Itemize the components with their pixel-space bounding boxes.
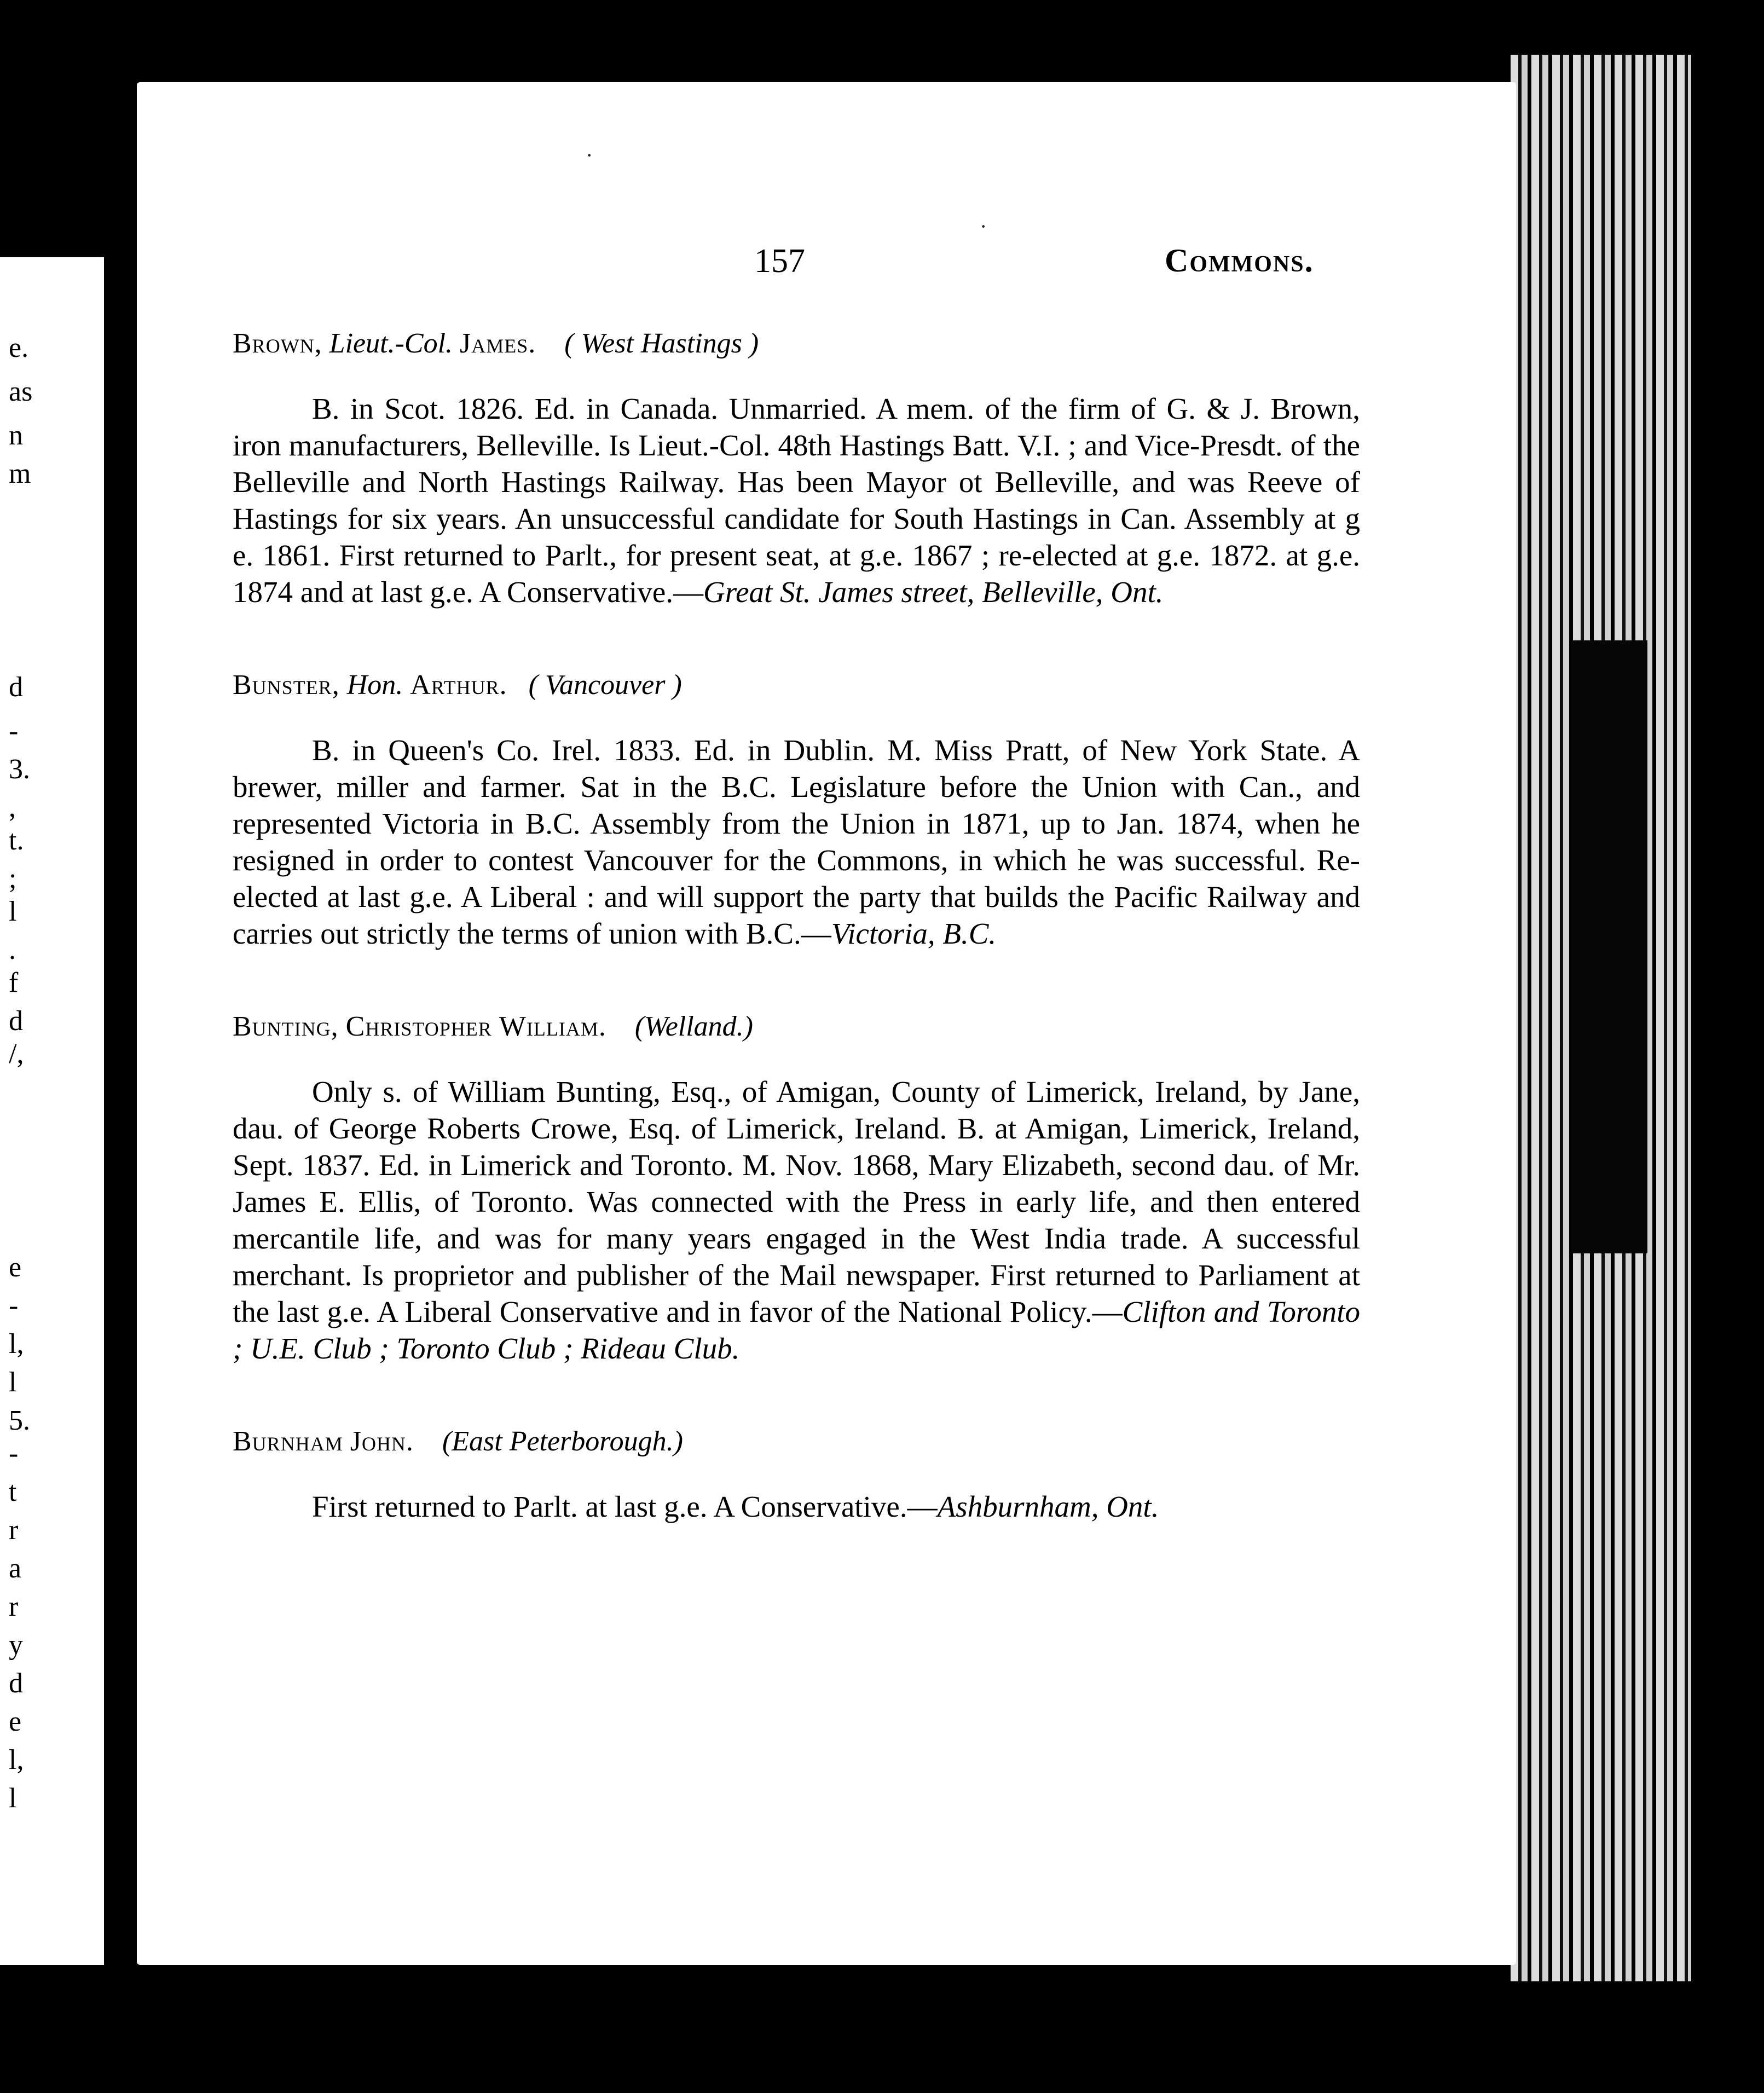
print-speck: · bbox=[586, 143, 593, 167]
gutter-fragment: /, bbox=[9, 1038, 24, 1069]
entry-address: Victoria, B.C. bbox=[831, 917, 997, 950]
gutter-fragment: d bbox=[9, 1005, 23, 1037]
gutter-fragment: l, bbox=[9, 1744, 24, 1776]
entry-body bbox=[233, 1073, 1360, 1367]
entry-biography: B. in Scot. 1826. Ed. in Canada. Unmarried. A mem. of the firm of G. & J. Brown, iron manufacturers, Belleville. Is Lieut.-Col. 48th Hastings Batt. V.I. ; and Vice-Presdt. of the Belleville and North Hastings Railway. Has been Mayor ot Belleville, and was Reeve of Hastings for six years. An unsuccessful candidate for South Hastings in Can. Assembly at g e. 1861. First returned to Parlt., for present seat, at g.e. 1867 ; re-elected at g.e. 1872. at g.e. 1874 and at last g.e. A Conservative.— bbox=[233, 392, 1360, 609]
gutter-fragment: f bbox=[9, 967, 19, 998]
gutter-fragment: - bbox=[9, 1438, 19, 1469]
gutter-fragment: 5. bbox=[9, 1405, 30, 1436]
entry-heading bbox=[233, 1009, 1360, 1045]
entry-title: Hon. bbox=[346, 669, 403, 701]
gutter-fragment: , bbox=[9, 792, 16, 823]
directory-entries bbox=[233, 326, 1360, 1582]
entry-address: Great St. James street, Belleville, Ont. bbox=[703, 575, 1164, 609]
gutter-fragment: n bbox=[9, 420, 23, 451]
entry-biography: First returned to Parlt. at last g.e. A Conservative.— bbox=[312, 1490, 938, 1523]
gutter-fragment: t. bbox=[9, 825, 24, 856]
entry-given-name: James. bbox=[460, 328, 536, 359]
gutter-fragment: t bbox=[9, 1476, 17, 1507]
gutter-fragment: e. bbox=[9, 332, 29, 363]
gutter-fragment: d bbox=[9, 1668, 23, 1699]
entry-given-name: John. bbox=[350, 1426, 414, 1457]
entry-address: Ashburnham, Ont. bbox=[937, 1490, 1159, 1523]
entry-riding: (Welland.) bbox=[634, 1011, 753, 1042]
entry-body bbox=[233, 1488, 1360, 1525]
entry-address: Clifton and Toronto ; U.E. Club ; Toronto Club ; Rideau Club. bbox=[233, 1295, 1360, 1365]
gutter-fragment: l bbox=[9, 1367, 17, 1398]
entry-surname: Burnham bbox=[233, 1426, 343, 1457]
gutter-fragment: d bbox=[9, 672, 23, 703]
gutter-fragment: r bbox=[9, 1591, 19, 1622]
entry-heading bbox=[233, 326, 1360, 362]
entry-bunster bbox=[233, 667, 1360, 952]
gutter-fragment: as bbox=[9, 376, 33, 407]
entry-given-name: Christopher William. bbox=[345, 1011, 606, 1042]
entry-heading bbox=[233, 667, 1360, 703]
gutter-fragment: - bbox=[9, 715, 19, 747]
entry-title: Lieut.-Col. bbox=[329, 328, 453, 359]
gutter-fragment: . bbox=[9, 934, 16, 965]
page-number: 157 bbox=[754, 242, 805, 280]
entry-body bbox=[233, 732, 1360, 952]
gutter-fragment: e bbox=[9, 1252, 22, 1283]
running-head: Commons. bbox=[1165, 242, 1314, 279]
entry-biography: Only s. of William Bunting, Esq., of Amigan, County of Limerick, Ireland, by Jane, dau. of George Roberts Crowe, Esq. of Limerick, Ireland. B. at Amigan, Limerick, Ireland, Sept. 1837. Ed. in Limerick and Toronto. M. Nov. 1868, Mary Elizabeth, second dau. of Mr. James E. Ellis, of Toronto. Was connected with the Press in early life, and then entered mercantile life, and was for many years engaged in the West India trade. A successful merchant. Is proprietor and publisher of the Mail newspaper. First returned to Parliament at the last g.e. A Liberal Conservative and in favor of the National Policy.— bbox=[233, 1075, 1360, 1328]
entry-brown bbox=[233, 326, 1360, 610]
gutter-fragment: l, bbox=[9, 1328, 24, 1360]
entry-riding: (East Peterborough.) bbox=[442, 1426, 683, 1457]
previous-page-edge bbox=[0, 257, 104, 1965]
entry-surname: Bunster, bbox=[233, 669, 340, 701]
entry-surname: Brown, bbox=[233, 328, 322, 359]
entry-heading bbox=[233, 1424, 1360, 1460]
print-speck: · bbox=[980, 214, 987, 239]
gutter-fragment: l bbox=[9, 896, 17, 927]
entry-surname: Bunting, bbox=[233, 1011, 339, 1042]
entry-body bbox=[233, 390, 1360, 610]
gutter-fragment: e bbox=[9, 1706, 22, 1737]
gutter-fragment: ; bbox=[9, 863, 17, 894]
gutter-fragment: - bbox=[9, 1290, 19, 1321]
gutter-fragment: 3. bbox=[9, 754, 30, 785]
entry-riding: ( Vancouver ) bbox=[528, 669, 682, 701]
gutter-fragment: r bbox=[9, 1514, 19, 1546]
book-page bbox=[137, 82, 1516, 1965]
gutter-fragment: y bbox=[9, 1629, 23, 1661]
book-fore-edge-shadow bbox=[1571, 640, 1647, 1253]
entry-biography: B. in Queen's Co. Irel. 1833. Ed. in Dublin. M. Miss Pratt, of New York State. A brewer, miller and farmer. Sat in the B.C. Legislature before the Union with Can., and represented Victoria in B.C. Assembly from the Union in 1871, up to Jan. 1874, when he resigned in order to contest Vancouver for the Commons, in which he was successful. Re-elected at last g.e. A Liberal : and will support the party that builds the Pacific Railway and carries out strictly the terms of union with B.C.— bbox=[233, 733, 1360, 950]
entry-given-name: Arthur. bbox=[410, 669, 507, 701]
gutter-fragment: l bbox=[9, 1783, 17, 1814]
gutter-fragment: a bbox=[9, 1553, 22, 1584]
entry-bunting bbox=[233, 1009, 1360, 1367]
gutter-fragment: m bbox=[9, 458, 31, 489]
entry-riding: ( West Hastings ) bbox=[564, 328, 759, 359]
entry-burnham bbox=[233, 1424, 1360, 1525]
page-header bbox=[137, 242, 1516, 286]
